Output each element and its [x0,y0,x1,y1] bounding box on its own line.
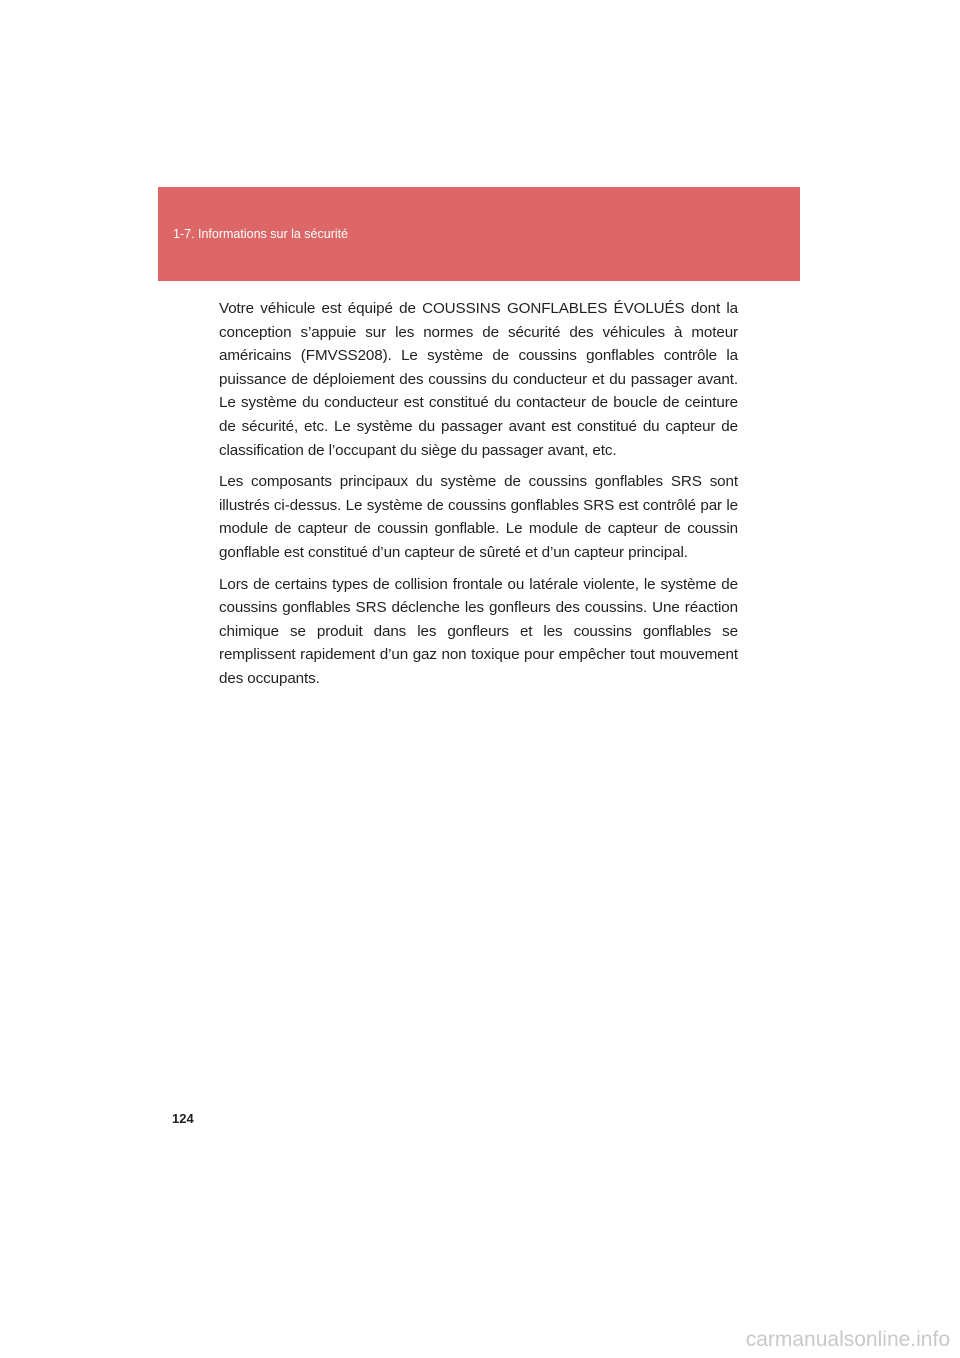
paragraph-collision-deployment: Lors de certains types de collision frontale ou latérale violente, le système de coussins gonflables SRS déclenche les gonfleurs des coussins. Une réaction chimique se produit dans les gonfleurs et les coussins gonflables se remplissent rapidement d’un gaz non toxique pour empêcher tout mouvement des occupants. [219,575,738,687]
paragraph-advanced-airbags: Votre véhicule est équipé de COUSSINS GONFLABLES ÉVOLUÉS dont la conception s’appuie sur les normes de sécurité des véhicules à moteur américains (FMVSS208). Le système de coussins gonflables contrôle la puissance de déploiement des coussins du conducteur et du passager avant. Le système du conducteur est constitué du contacteur de boucle de ceinture de sécurité, etc. Le système du passager avant est constitué du capteur de classification de l’occupant du siège du passager avant, etc. [219,300,738,459]
body-text [219,297,738,699]
section-title: 1-7. Informations sur la sécurité [173,227,349,241]
section-header-banner [158,187,800,281]
watermark: carmanualsonline.info [745,1328,950,1351]
page-number: 124 [172,1111,194,1126]
paragraph-srs-components: Les composants principaux du système de coussins gonflables SRS sont illustrés ci-dessus. Le système de coussins gonflables SRS est contrôlé par le module de capteur de coussin gonflable. Le module de capteur de coussin gonflable est constitué d’un capteur de sûreté et d’un capteur principal. [219,473,738,561]
